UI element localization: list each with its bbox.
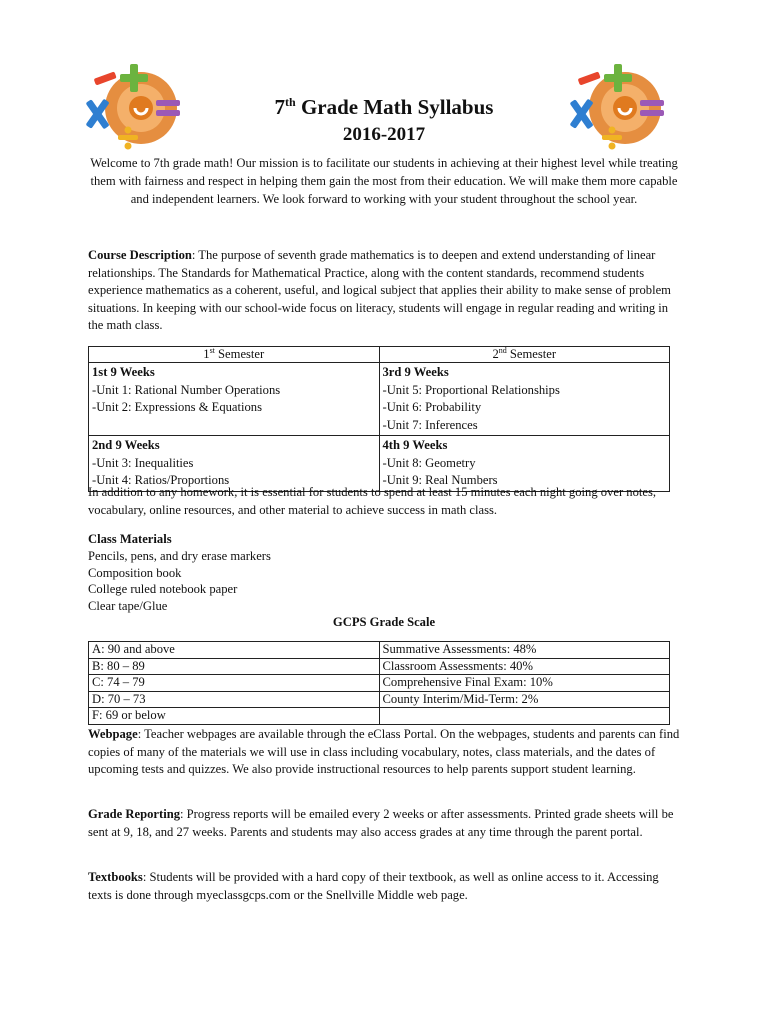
table-row [89, 691, 670, 708]
quarter-title: 3rd 9 Weeks [382, 365, 449, 379]
list-item: College ruled notebook paper [88, 582, 238, 596]
unit-item: -Unit 8: Geometry [382, 455, 476, 470]
second-semester-header: 2nd Semester [379, 347, 670, 363]
quarter-4-cell [379, 436, 670, 492]
quarter-2-cell [89, 436, 380, 492]
course-description-text: : The purpose of seventh grade mathematics is to deepen and extend understanding of linear relationships. The Standards for Mathematical Practice, along with the content standards, recommend students experience mathematics as a coherent, useful, and logical subject that applies their ability to make sense of problem situations. In keeping with our school-wide focus on literacy, students will engage in regular reading and writing in the math class. [88, 248, 671, 332]
homework-note: In addition to any homework, it is essential for students to spend at least 15 minutes each night going over notes, vocabulary, online resources, and other material to achieve success in math class. [88, 485, 657, 517]
table-row [89, 708, 670, 725]
webpage-text: : Teacher webpages are available through the eClass Portal. On the webpages, students and parents can find copies of many of the materials we will use in class including vocabulary, notes, class materials, and the dates of upcoming tests and quizzes. We also provide instructional resources to help parents support student learning. [88, 727, 680, 776]
quarter-3-cell [379, 363, 670, 436]
table-cell: County Interim/Mid-Term: 2% [379, 691, 670, 708]
intro-paragraph: Welcome to 7th grade math! Our mission is to facilitate our students in achieving at their highest level while treating them with fairness and respect in helping them gain the most from their education. We will make them more capable and independent learners. We look forward to working with your student throughout the school year. [90, 156, 678, 206]
school-year: 2016-2017 [342, 124, 426, 145]
table-cell: F: 69 or below [89, 708, 380, 725]
textbooks-section [88, 869, 684, 904]
grade-scale-heading: GCPS Grade Scale [332, 615, 436, 629]
table-cell: D: 70 – 73 [89, 691, 380, 708]
table-cell: Classroom Assessments: 40% [379, 658, 670, 675]
course-description [88, 247, 684, 335]
course-description-label: Course Description [88, 248, 192, 262]
unit-item: -Unit 7: Inferences [382, 417, 478, 432]
list-item: Clear tape/Glue [88, 598, 168, 613]
table-cell: Comprehensive Final Exam: 10% [379, 675, 670, 692]
grade-scale-table [88, 641, 670, 725]
quarter-title: 2nd 9 Weeks [92, 438, 160, 452]
list-item: Composition book [88, 565, 182, 580]
webpage-section [88, 726, 684, 779]
table-cell: A: 90 and above [89, 642, 380, 659]
unit-item: -Unit 1: Rational Number Operations [92, 382, 281, 397]
page-title [0, 95, 768, 120]
title-ordinal: th [285, 95, 296, 109]
textbooks-label: Textbooks [88, 870, 143, 884]
textbooks-text: : Students will be provided with a hard copy of their textbook, as well as online access to it. Accessing texts is done through myeclassgcps.com or the Snellville Middle web page. [88, 870, 659, 902]
table-cell: C: 74 – 79 [89, 675, 380, 692]
table-row [89, 642, 670, 659]
title-text: Grade Math Syllabus [295, 95, 494, 119]
table-cell: Summative Assessments: 48% [379, 642, 670, 659]
grade-reporting-label: Grade Reporting [88, 807, 180, 821]
unit-item: -Unit 2: Expressions & Equations [92, 400, 263, 414]
unit-item: -Unit 5: Proportional Relationships [382, 382, 560, 397]
unit-item: -Unit 4: Ratios/Proportions [92, 473, 230, 487]
unit-item: -Unit 3: Inequalities [92, 455, 194, 470]
grade-reporting-text: : Progress reports will be emailed every 2 weeks or after assessments. Printed grade sheets will be sent at 9, 18, and 27 weeks. Parents and students may also access grades at any time through the parent portal. [88, 807, 674, 839]
title-number: 7 [274, 95, 286, 119]
first-semester-header: 1st Semester [89, 347, 380, 363]
table-row [89, 675, 670, 692]
materials-list [88, 548, 271, 614]
unit-item: -Unit 9: Real Numbers [382, 473, 498, 487]
table-cell: B: 80 – 89 [89, 658, 380, 675]
table-cell [379, 708, 670, 725]
table-row [89, 658, 670, 675]
unit-item: -Unit 6: Probability [382, 400, 482, 414]
class-materials-heading: Class Materials [88, 532, 172, 546]
quarter-title: 4th 9 Weeks [382, 438, 448, 452]
semester-table [88, 346, 670, 492]
list-item: Pencils, pens, and dry erase markers [88, 549, 271, 563]
quarter-title: 1st 9 Weeks [92, 365, 155, 379]
quarter-1-cell [89, 363, 380, 436]
webpage-label: Webpage [88, 727, 138, 741]
grade-reporting-section [88, 806, 684, 841]
